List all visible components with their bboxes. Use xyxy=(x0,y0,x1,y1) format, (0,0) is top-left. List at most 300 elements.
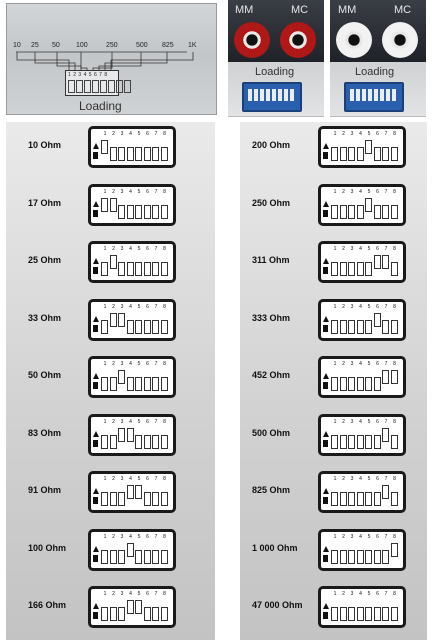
switch-number: 3 xyxy=(350,591,354,597)
switch-number: 3 xyxy=(350,246,354,252)
switch-number: 4 xyxy=(359,188,362,195)
marker-icon xyxy=(323,497,328,504)
up-arrow-icon xyxy=(93,546,99,552)
switch-3-off xyxy=(348,377,355,391)
switch-number: 3 xyxy=(350,533,354,540)
switch-5-off xyxy=(135,262,142,276)
switch-number: 1 xyxy=(333,476,337,482)
switch-number: 8 xyxy=(163,246,166,252)
switch-7-off xyxy=(382,147,389,161)
marker-icon xyxy=(323,267,328,274)
switch-1-off xyxy=(331,492,338,506)
switch-number: 8 xyxy=(163,418,166,425)
switch-number: 2 xyxy=(112,533,115,540)
switch-2-on xyxy=(110,313,117,327)
switch-8-off xyxy=(391,205,398,219)
switch-number: 8 xyxy=(393,246,396,252)
switch-2-off xyxy=(110,377,117,391)
switch-number: 6 xyxy=(146,361,149,367)
switch-number: 1 xyxy=(103,188,107,195)
switch-number: 3 xyxy=(120,591,124,597)
setting-row xyxy=(6,237,215,295)
switch-number: 7 xyxy=(384,131,388,137)
switch-number: 1 xyxy=(333,361,337,367)
switch-7-off xyxy=(382,607,389,621)
ohm-label: 33 Ohm xyxy=(28,312,62,323)
switch-number: 4 xyxy=(129,591,132,597)
switch-number: 6 xyxy=(146,188,149,195)
switch-number: 7 xyxy=(384,188,388,195)
switch-number: 8 xyxy=(393,188,396,195)
setting-row xyxy=(240,122,427,180)
dip-switch-block xyxy=(344,82,404,112)
switch-6-off xyxy=(144,147,151,161)
switch-number: 7 xyxy=(384,361,388,367)
switch-2-off xyxy=(340,550,347,564)
up-arrow-icon xyxy=(93,431,99,437)
switch-5-on xyxy=(135,485,142,499)
switch-3-off xyxy=(348,320,355,334)
switch-number: 5 xyxy=(367,533,371,540)
dip-switch xyxy=(88,299,176,341)
ohm-label: 166 Ohm xyxy=(28,600,67,610)
marker-icon xyxy=(323,152,328,159)
switch-7-off xyxy=(382,550,389,564)
switch-4-off xyxy=(127,262,134,276)
switch-2-off xyxy=(340,147,347,161)
switch-number: 7 xyxy=(384,591,388,597)
dip-switch xyxy=(318,299,406,341)
up-arrow-icon xyxy=(93,201,99,207)
switch-number: 8 xyxy=(393,361,396,367)
switch-number: 8 xyxy=(163,591,166,597)
switch-2-off xyxy=(340,492,347,506)
switch-6-off xyxy=(374,550,381,564)
switch-number: 4 xyxy=(359,246,362,252)
switch-6-off xyxy=(144,377,151,391)
wiring-lines xyxy=(7,4,216,114)
switch-2-off xyxy=(340,377,347,391)
up-arrow-icon xyxy=(323,201,329,207)
switch-4-on xyxy=(127,428,134,442)
mm-jack-icon xyxy=(336,22,372,58)
switch-7-off xyxy=(152,147,159,161)
switch-2-off xyxy=(340,205,347,219)
switch-7-off xyxy=(152,320,159,334)
setting-row xyxy=(6,352,215,410)
setting-row xyxy=(6,582,215,640)
setting-row xyxy=(6,467,215,525)
switch-number: 7 xyxy=(154,591,158,597)
switch-7-off xyxy=(152,205,159,219)
switch-1-off xyxy=(101,377,108,391)
marker-icon xyxy=(323,382,328,389)
switch-number: 6 xyxy=(376,476,379,482)
switch-7-on xyxy=(382,255,389,269)
up-arrow-icon xyxy=(323,316,329,322)
ohm-label: 311 Ohm xyxy=(252,255,290,265)
switch-number: 8 xyxy=(163,131,166,137)
switch-4-off xyxy=(357,492,364,506)
switch-number: 4 xyxy=(359,591,362,597)
switch-number: 7 xyxy=(154,533,158,540)
switch-2-on xyxy=(110,198,117,212)
switch-number: 3 xyxy=(120,131,124,137)
setting-row xyxy=(240,237,427,295)
switch-2-off xyxy=(110,550,117,564)
switch-number: 2 xyxy=(342,188,345,195)
dip-switch-diagram xyxy=(65,70,119,96)
switch-5-off xyxy=(365,320,372,334)
switch-number: 5 xyxy=(367,418,371,425)
dip-switch xyxy=(88,126,176,168)
mc-label: MC xyxy=(291,4,309,16)
switch-number: 4 xyxy=(359,361,362,367)
switch-number: 3 xyxy=(120,418,124,425)
switch-number: 1 xyxy=(333,591,337,597)
up-arrow-icon xyxy=(93,316,99,322)
switch-3-off xyxy=(348,550,355,564)
switch-number: 8 xyxy=(393,476,396,482)
switch-6-off xyxy=(374,492,381,506)
switch-6-off xyxy=(374,435,381,449)
dip-switch xyxy=(318,529,406,571)
marker-icon xyxy=(93,497,98,504)
switch-1-on xyxy=(101,198,108,212)
setting-row xyxy=(6,122,215,180)
up-arrow-icon xyxy=(93,143,99,149)
marker-icon xyxy=(93,325,98,332)
switch-number: 6 xyxy=(146,418,149,425)
switch-8-off xyxy=(391,262,398,276)
ohm-label: 825 Ohm xyxy=(252,485,291,495)
dip-switch xyxy=(88,586,176,628)
switch-number: 5 xyxy=(367,591,371,597)
switch-number: 4 xyxy=(129,131,132,137)
switch-3-off xyxy=(348,262,355,276)
switch-number: 2 xyxy=(112,246,115,252)
dip-switch xyxy=(318,471,406,513)
switch-6-off xyxy=(374,205,381,219)
ohm-label: 250 Ohm xyxy=(252,197,291,208)
switch-number: 4 xyxy=(129,533,132,540)
dip-switch-block xyxy=(242,82,302,112)
marker-icon xyxy=(93,267,98,274)
switch-8-off xyxy=(161,147,168,161)
switch-number: 2 xyxy=(112,418,115,425)
setting-row xyxy=(240,352,427,410)
switch-number: 8 xyxy=(163,361,166,367)
switch-8-off xyxy=(161,607,168,621)
switch-5-off xyxy=(135,320,142,334)
switch-number: 2 xyxy=(342,476,345,482)
ohm-label: 83 Ohm xyxy=(28,427,62,438)
switch-number: 5 xyxy=(367,188,371,195)
switch-6-off xyxy=(144,607,151,621)
switch-number: 6 xyxy=(376,188,379,195)
switch-number: 7 xyxy=(154,418,158,425)
switch-2-off xyxy=(340,262,347,276)
switch-number-row: 12345678 xyxy=(68,72,110,78)
switch-number: 3 xyxy=(350,418,354,425)
switch-5-off xyxy=(135,205,142,219)
switch-number: 7 xyxy=(154,476,158,482)
switch-3-off xyxy=(348,147,355,161)
switch-number: 7 xyxy=(384,418,388,425)
switch-number: 2 xyxy=(112,303,115,310)
switch-4-off xyxy=(357,550,364,564)
switch-3-off xyxy=(348,492,355,506)
switch-number: 6 xyxy=(376,533,379,540)
switch-7-off xyxy=(382,205,389,219)
up-arrow-icon xyxy=(93,373,99,379)
switch-number: 3 xyxy=(350,476,354,482)
up-arrow-icon xyxy=(323,546,329,552)
switch-4-off xyxy=(127,147,134,161)
switch-4-off xyxy=(127,320,134,334)
switch-number: 3 xyxy=(120,533,124,540)
switch-number: 1 xyxy=(103,303,107,310)
switch-7-off xyxy=(152,435,159,449)
switch-4-off xyxy=(127,377,134,391)
dip-switch xyxy=(318,126,406,168)
ohm-label: 47 000 Ohm xyxy=(252,600,303,610)
switch-number: 6 xyxy=(376,131,379,137)
switch-number: 5 xyxy=(137,131,141,137)
setting-row xyxy=(240,295,427,353)
switch-number: 7 xyxy=(154,246,158,252)
switch-2-off xyxy=(110,435,117,449)
switch-3-off xyxy=(118,147,125,161)
switch-6-off xyxy=(374,377,381,391)
switch-number: 3 xyxy=(120,361,124,367)
phono-input-photo-right xyxy=(330,0,426,117)
ohm-label: 10 Ohm xyxy=(28,140,62,150)
up-arrow-icon xyxy=(323,143,329,149)
marker-icon xyxy=(93,555,98,562)
switch-6-on xyxy=(374,313,381,327)
switch-5-off xyxy=(135,377,142,391)
switch-number: 8 xyxy=(163,188,166,195)
loading-label: Loading xyxy=(255,66,295,78)
switch-8-off xyxy=(391,607,398,621)
setting-row xyxy=(240,525,427,583)
switch-number: 2 xyxy=(342,131,345,137)
phono-input-photo-left xyxy=(228,0,324,117)
switch-number: 2 xyxy=(342,361,345,367)
mc-jack-icon xyxy=(280,22,316,58)
switch-number: 2 xyxy=(112,591,115,597)
switch-1-off xyxy=(331,320,338,334)
switch-5-off xyxy=(365,550,372,564)
switch-2-off xyxy=(110,147,117,161)
resistor-value: 50 xyxy=(52,42,60,49)
resistor-value: 25 xyxy=(31,42,39,49)
dip-switch xyxy=(318,586,406,628)
switch-5-off xyxy=(365,492,372,506)
switch-number: 2 xyxy=(342,246,345,252)
switch-5-off xyxy=(135,550,142,564)
ohm-label: 200 Ohm xyxy=(252,140,291,150)
switch-number: 1 xyxy=(103,476,107,482)
switch-number: 3 xyxy=(350,131,354,137)
setting-row xyxy=(240,467,427,525)
marker-icon xyxy=(93,210,98,217)
switch-3-off xyxy=(118,205,125,219)
switch-number: 6 xyxy=(146,303,149,310)
switch-number: 8 xyxy=(163,303,166,310)
switch-number: 4 xyxy=(129,476,132,482)
switch-number: 2 xyxy=(342,303,345,310)
switch-number: 2 xyxy=(112,476,115,482)
switch-number: 7 xyxy=(154,361,158,367)
switch-number: 8 xyxy=(163,476,166,482)
switch-6-off xyxy=(144,262,151,276)
switch-7-off xyxy=(152,377,159,391)
switch-number: 2 xyxy=(112,188,115,195)
switch-8-off xyxy=(391,492,398,506)
switch-number: 5 xyxy=(367,361,371,367)
switch-4-on xyxy=(127,485,134,499)
left-settings-column xyxy=(6,122,215,640)
resistor-value: 825 xyxy=(162,42,174,49)
switch-1-off xyxy=(331,147,338,161)
switch-number: 4 xyxy=(129,246,132,252)
switch-4-off xyxy=(357,377,364,391)
switch-number: 7 xyxy=(384,476,388,482)
up-arrow-icon xyxy=(323,603,329,609)
switch-6-off xyxy=(144,320,151,334)
ohm-label: 17 Ohm xyxy=(28,197,62,208)
marker-icon xyxy=(323,210,328,217)
switch-2-off xyxy=(110,607,117,621)
switch-number: 4 xyxy=(359,476,362,482)
switch-3-on xyxy=(118,313,125,327)
ohm-label: 91 Ohm xyxy=(28,485,62,495)
switch-number: 1 xyxy=(103,418,107,425)
switch-6-off xyxy=(144,205,151,219)
switch-7-off xyxy=(382,320,389,334)
switch-number: 1 xyxy=(103,533,107,540)
switch-number: 1 xyxy=(333,246,337,252)
marker-icon xyxy=(93,152,98,159)
switch-number: 5 xyxy=(367,476,371,482)
switch-number: 6 xyxy=(376,303,379,310)
switch-number: 5 xyxy=(367,131,371,137)
loading-label: Loading xyxy=(79,99,122,113)
switch-number: 7 xyxy=(154,303,158,310)
switch-number: 2 xyxy=(342,591,345,597)
switch-number: 2 xyxy=(112,361,115,367)
switch-3-off xyxy=(348,435,355,449)
dip-switch xyxy=(88,471,176,513)
switch-number: 7 xyxy=(384,533,388,540)
switch-8-off xyxy=(391,435,398,449)
ohm-label: 333 Ohm xyxy=(252,312,291,323)
switch-7-off xyxy=(152,492,159,506)
switch-3-off xyxy=(118,550,125,564)
switch-1-off xyxy=(101,550,108,564)
switch-6-off xyxy=(144,492,151,506)
switch-8-on xyxy=(391,370,398,384)
dip-switch xyxy=(318,241,406,283)
marker-icon xyxy=(323,612,328,619)
resistor-value: 100 xyxy=(76,42,88,49)
setting-row xyxy=(6,295,215,353)
switch-5-off xyxy=(365,377,372,391)
switch-4-off xyxy=(357,435,364,449)
switch-number: 7 xyxy=(154,188,158,195)
switch-1-on xyxy=(101,140,108,154)
switch-number: 1 xyxy=(103,246,107,252)
switch-5-off xyxy=(365,262,372,276)
switch-number: 5 xyxy=(367,246,371,252)
switch-5-on xyxy=(365,198,372,212)
switch-5-off xyxy=(365,435,372,449)
switch-number: 5 xyxy=(137,476,141,482)
switch-number: 4 xyxy=(129,418,132,425)
setting-row xyxy=(240,410,427,468)
switch-number: 6 xyxy=(146,533,149,540)
switch-number: 4 xyxy=(129,361,132,367)
ohm-label: 452 Ohm xyxy=(252,370,291,380)
switch-number: 6 xyxy=(376,418,379,425)
setting-row xyxy=(6,525,215,583)
switch-6-off xyxy=(144,550,151,564)
up-arrow-icon xyxy=(93,258,99,264)
switch-number: 6 xyxy=(146,476,149,482)
switch-1-off xyxy=(331,262,338,276)
resistor-value: 500 xyxy=(136,42,148,49)
switch-3-off xyxy=(118,492,125,506)
marker-icon xyxy=(93,612,98,619)
switch-1-off xyxy=(331,550,338,564)
switch-number: 5 xyxy=(137,533,141,540)
switch-number: 6 xyxy=(146,131,149,137)
switch-number: 6 xyxy=(146,246,149,252)
switch-8-off xyxy=(161,492,168,506)
switch-1-off xyxy=(331,607,338,621)
switch-1-off xyxy=(101,435,108,449)
dip-switch xyxy=(88,414,176,456)
switch-3-on xyxy=(118,370,125,384)
setting-row xyxy=(240,582,427,640)
ohm-label: 50 Ohm xyxy=(28,370,62,380)
up-arrow-icon xyxy=(323,373,329,379)
up-arrow-icon xyxy=(93,488,99,494)
resistor-value: 1K xyxy=(188,42,197,49)
marker-icon xyxy=(93,382,98,389)
setting-row xyxy=(6,410,215,468)
dip-switch xyxy=(88,356,176,398)
switch-3-off xyxy=(118,262,125,276)
loading-diagram-panel xyxy=(6,3,217,115)
up-arrow-icon xyxy=(93,603,99,609)
switch-7-off xyxy=(152,550,159,564)
switch-number: 1 xyxy=(103,591,107,597)
switch-number: 1 xyxy=(103,131,107,137)
switch-8-on xyxy=(391,543,398,557)
switch-number: 3 xyxy=(350,188,354,195)
switch-6-off xyxy=(144,435,151,449)
switch-number: 2 xyxy=(342,418,345,425)
switch-number: 8 xyxy=(393,418,396,425)
switch-8-off xyxy=(161,320,168,334)
switch-number: 1 xyxy=(333,418,337,425)
switch-number: 4 xyxy=(359,131,362,137)
switch-8-off xyxy=(161,377,168,391)
switch-number: 1 xyxy=(333,188,337,195)
